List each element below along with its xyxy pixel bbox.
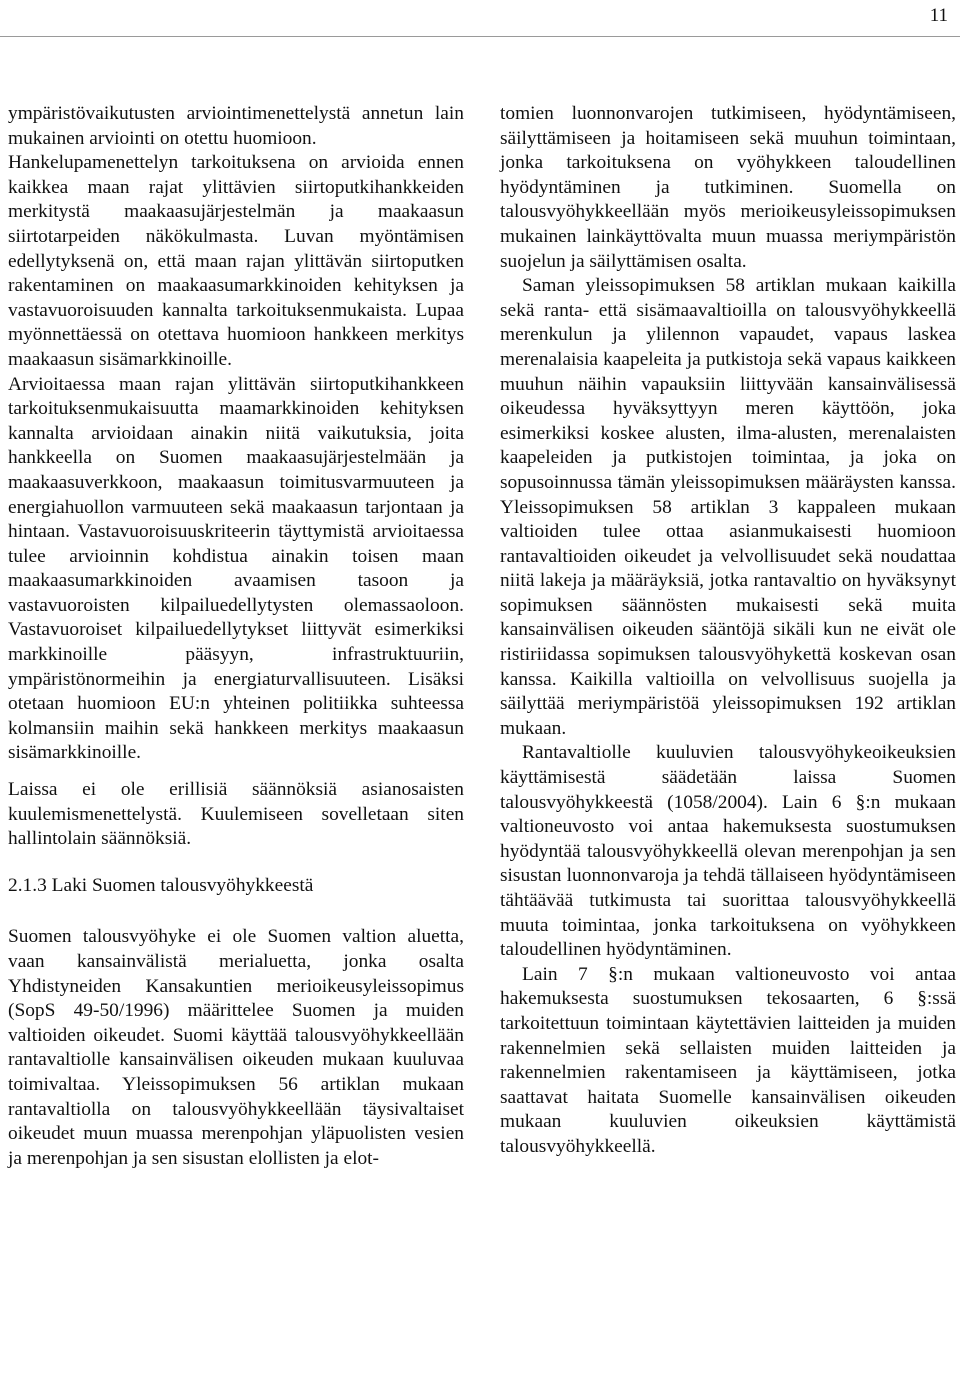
paragraph: tomien luonnonvarojen tutkimiseen, hyödyntämiseen, säilyttämiseen ja hoitamiseen sekä muuhun toimintaan, jonka tarkoituksena on vyöhykkeen taloudellinen hyödyntäminen ja tutkiminen. Suomella on talousvyöhykkeellään myös merioikeusyleissopimuksen mukainen lainkäyttövalta muun muassa meriympäristön suojelun ja säilyttämisen osalta. (500, 103, 956, 272)
page-number: 11 (929, 5, 948, 26)
paragraph: Hankelupamenettelyn tarkoituksena on arvioida ennen kaikkea maan rajat ylittävien siirtoputkihankkeiden merkitystä maakaasujärjestelmän ja maakaasun siirtotarpeiden näkökulmasta. Luvan myöntämisen edellytyksenä on, että maan rajan ylittävän siirtoputken rakentaminen on maakaasumarkkinoiden kehityksen ja vastavuoroisuuden kannalta tarkoituksenmukaista. Lupaa myönnettäessä on otettava huomioon hankkeen merkitys maakaasun sisämarkkinoille. (8, 152, 464, 370)
paragraph: Laissa ei ole erillisiä säännöksiä asianosaisten kuulemismenettelystä. Kuulemiseen sovelletaan siten hallintolain säännöksiä. (8, 779, 464, 850)
right-column (500, 102, 956, 1160)
section-heading: 2.1.3 Laki Suomen talousvyöhykkeestä (8, 874, 314, 896)
paragraph: ympäristövaikutusten arviointimenettelystä annetun lain mukainen arviointi on otettu huomioon. (8, 103, 464, 149)
paragraph: Lain 7 §:n mukaan valtioneuvosto voi antaa hakemuksesta suostumuksen tekosaarten, 6 §:ssä tarkoitettuun toimintaan käytettävien laitteiden ja muiden rakennelmien sekä sellaisten muiden laitteiden ja rakennelmien rakentamiseen ja käyttämiseen, jotka saattavat haitata Suomelle kansainvälisen oikeuden mukaan kuuluvien oikeuksien käyttämistä talousvyöhykkeellä. (500, 963, 956, 1157)
paragraph: Arvioitaessa maan rajan ylittävän siirtoputkihankkeen tarkoituksenmukaisuutta maamarkkinoiden kehityksen kannalta arvioidaan ainakin niitä vaikutuksia, joita hankkeella on Suomen maakaasujärjestelmään ja maakaasuverkkoon, maakaasun toimitusvarmuuteen ja energiahuollon varmuuteen sekä maakaasun tarjontaan ja hintaan. Vastavuoroisuuskriteerin täyttymistä arvioitaessa tulee arvioinnin kohdistua ainakin toisen maan maakaasumarkkinoiden avaamisen tasoon ja vastavuoroisten kilpailuedellytysten olemassaoloon. Vastavuoroiset kilpailuedellytykset liittyvät esimerkiksi markkinoille pääsyyn, infrastruktuuriin, ympäristönormeihin ja energiaturvallisuuteen. Lisäksi otetaan huomioon EU:n yhteinen politiikka suhteessa kolmansiin maihin sekä hankkeen merkitys maakaasun sisämarkkinoille. (8, 373, 464, 764)
paragraph: Suomen talousvyöhyke ei ole Suomen valtion aluetta, vaan kansainvälistä merialuetta, jonka osalta Yhdistyneiden Kansakuntien merioikeusyleissopimus (SopS 49-50/1996) määrittelee Suomen ja muiden valtioiden oikeudet. Suomi käyttää talousvyöhykkeellään rantavaltiolle kansainvälisen oikeuden mukaan kuuluvaa toimivaltaa. Yleissopimuksen 56 artiklan mukaan rantavaltiolla on talousvyöhykkeellään täysivaltaiset oikeudet muun muassa merenpohjan yläpuolisten vesien ja merenpohjan ja sen sisustan elollisten ja elot- (8, 926, 464, 1169)
left-column (8, 102, 464, 1171)
paragraph: Rantavaltiolle kuuluvien talousvyöhykeoikeuksien käyttämisestä säädetään laissa Suomen talousvyöhykkeestä (1058/2004). Lain 6 §:n mukaan valtioneuvosto voi antaa hakemuksesta suostumuksen hyödyntää talousvyöhykkeellä olevan merenpohjan ja sen sisustan luonnonvaroja ja tehdä tällaiseen hyödyntämiseen tähtäävää tutkimusta tai suorittaa talousvyöhykkeellä muuta toimintaa, jonka tarkoituksena on vyöhykkeen taloudellinen hyödyntäminen. (500, 742, 956, 961)
paragraph: Saman yleissopimuksen 58 artiklan mukaan kaikilla sekä ranta- että sisämaavaltioilla on talousvyöhykkeellä merenkulun ja ylilennon vapaudet, vapaus laskea merenalaisia kaapeleita ja putkistoja sekä vapaus kaikkeen muuhun näihin vapauksiin liittyvään kansainvälisessä oikeudessa hyväksyttyyn meren käyttöön, joka esimerkiksi koskee alusten, ilma-alusten, merenalaisten kaapeleiden ja putkistojen toimintaa, ja joka on sopusoinnussa tämän yleissopimuksen määräysten kanssa. Yleissopimuksen 58 artiklan 3 kappaleen mukaan valtioiden tulee ottaa asianmukaisesti huomioon rantavaltioiden oikeudet ja velvollisuudet sekä noudattaa niitä lakeja ja määräyksiä, jotka rantavaltio on hyväksynyt sopimuksen säännösten mukaisesti sekä muita kansainvälisen oikeuden sääntöjä sikäli kun ne eivät ole ristiriidassa sopimuksen talousvyöhykettä koskevan osan kanssa. Kaikilla valtioilla on velvollisuus suojella ja säilyttää meriympäristöä yleissopimuksen 192 artiklan mukaan. (500, 275, 956, 739)
header-rule (0, 36, 960, 37)
